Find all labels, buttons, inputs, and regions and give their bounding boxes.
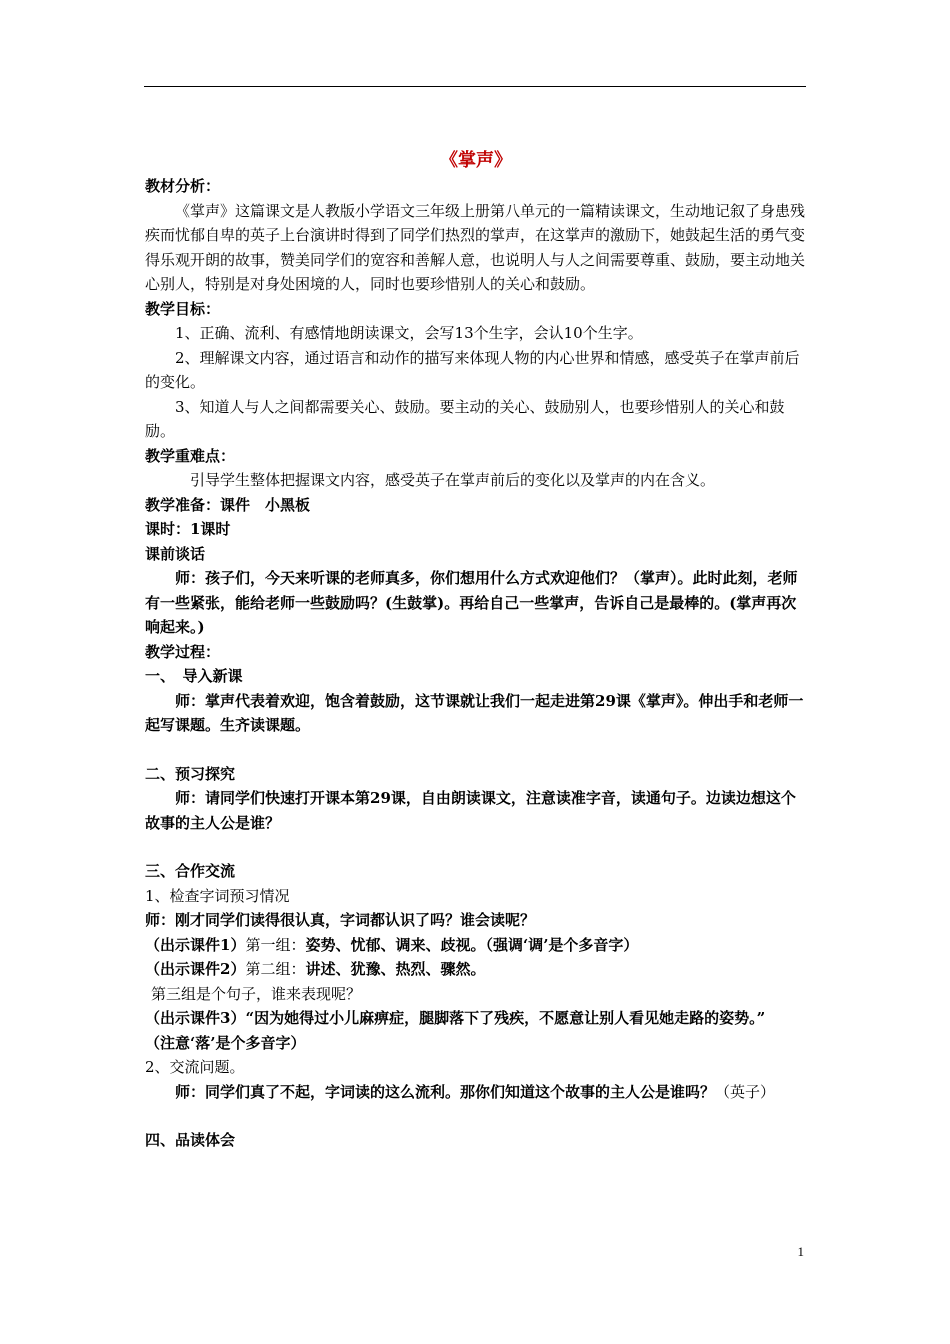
ppt1-line: [145, 933, 807, 958]
ppt2-words: 讲述、犹豫、热烈、骤然。: [305, 960, 486, 978]
process-heading: 教学过程：: [145, 642, 221, 661]
page-number: 1: [797, 1244, 804, 1259]
goals-heading: 教学目标：: [145, 299, 221, 318]
goal-2: 2、理解课文内容，通过语言和动作的描写来体现人物的内心世界和情感，感受英子在掌声前后的变化。: [145, 348, 800, 391]
pretalk-heading: 课前谈话: [145, 544, 206, 563]
key-points-heading: 教学重难点：: [145, 446, 236, 465]
key-points-body: 引导学生整体把握课文内容，感受英子在掌声前后的变化以及掌声的内在含义。: [190, 471, 716, 489]
step3-sub1: 1、检查字词预习情况: [145, 886, 290, 905]
ppt3-line: （出示课件3）“因为她得过小儿麻痹症，腿脚落下了残疾，不愿意让别人看见她走路的姿势。”: [145, 1009, 766, 1027]
step3-sub2: 2、交流问题。: [145, 1058, 245, 1076]
step3-body2-text: 师：同学们真了不起，字词读的这么流利。那你们知道这个故事的主人公是谁吗？: [175, 1082, 716, 1101]
preparation: 教学准备：课件 小黑板: [145, 495, 311, 514]
spacer: [145, 738, 807, 762]
step3-heading: 三、合作交流: [145, 862, 236, 880]
analysis-body: 《掌声》这篇课文是人教版小学语文三年级上册第八单元的一篇精读课文，生动地记叙了身患残疾而忧郁自卑的英子上台演讲时得到了同学们热烈的掌声，在这掌声的激励下，她鼓起生活的勇气变得乐观开朗的故事，赞美同学们的宽容和善解人意，也说明人与人之间需要尊重、鼓励，要主动地关心别人，特别是对身处困境的人，同时也要珍惜别人的关心和鼓励。: [145, 201, 806, 293]
document-title: 《掌声》: [440, 150, 512, 171]
step3-question: 师：刚才同学们读得很认真，字词都认识了吗？谁会读呢？: [145, 911, 536, 929]
ppt1-label: （出示课件1）: [145, 935, 246, 954]
note-line: （注意‘落’是个多音字）: [145, 1033, 306, 1052]
spacer: [145, 835, 807, 859]
spacer: [145, 1104, 807, 1128]
goal-3: 3、知道人与人之间都需要关心、鼓励。要主动的关心、鼓励别人，也要珍惜别人的关心和鼓励。: [145, 397, 785, 440]
step2-body: 师：请同学们快速打开课本第29课，自由朗读课文，注意读准字音，读通句子。边读边想这个故事的主人公是谁？: [145, 789, 796, 832]
goal-1: 1、正确、流利、有感情地朗读课文，会写13个生字，会认10个生字。: [175, 324, 643, 342]
ppt2-group: 第二组：: [245, 960, 306, 978]
ppt1-group: 第一组：: [245, 935, 306, 954]
class-hours: 课时：1课时: [145, 520, 231, 538]
ppt2-label: （出示课件2）: [145, 960, 246, 978]
step4-heading: 四、品读体会: [145, 1131, 236, 1149]
header-rule: [144, 86, 806, 87]
step3-body2-answer: （英子）: [715, 1082, 776, 1101]
analysis-heading: 教材分析：: [145, 177, 221, 195]
group3-line: 第三组是个句子，谁来表现呢？: [151, 984, 362, 1003]
step1-heading: 一、 导入新课: [145, 667, 243, 685]
step3-body2: [145, 1080, 807, 1105]
ppt2-line: [145, 957, 807, 982]
step1-body: 师：掌声代表着欢迎，饱含着鼓励，这节课就让我们一起走进第29课《掌声》。伸出手和老师一起写课题。生齐读课题。: [145, 691, 804, 734]
pretalk-body: 师：孩子们，今天来听课的老师真多，你们想用什么方式欢迎他们？（掌声）。此时此刻，老师有一些紧张，能给老师一些鼓励吗？(生鼓掌)。再给自己一些掌声，告诉自己是最棒的。(掌声再次响起来。): [145, 569, 798, 636]
step2-heading: 二、预习探究: [145, 764, 236, 783]
ppt1-words: 姿势、忧郁、调来、歧视。（强调‘调’是个多音字）: [305, 935, 639, 954]
document-body: [145, 148, 807, 1153]
